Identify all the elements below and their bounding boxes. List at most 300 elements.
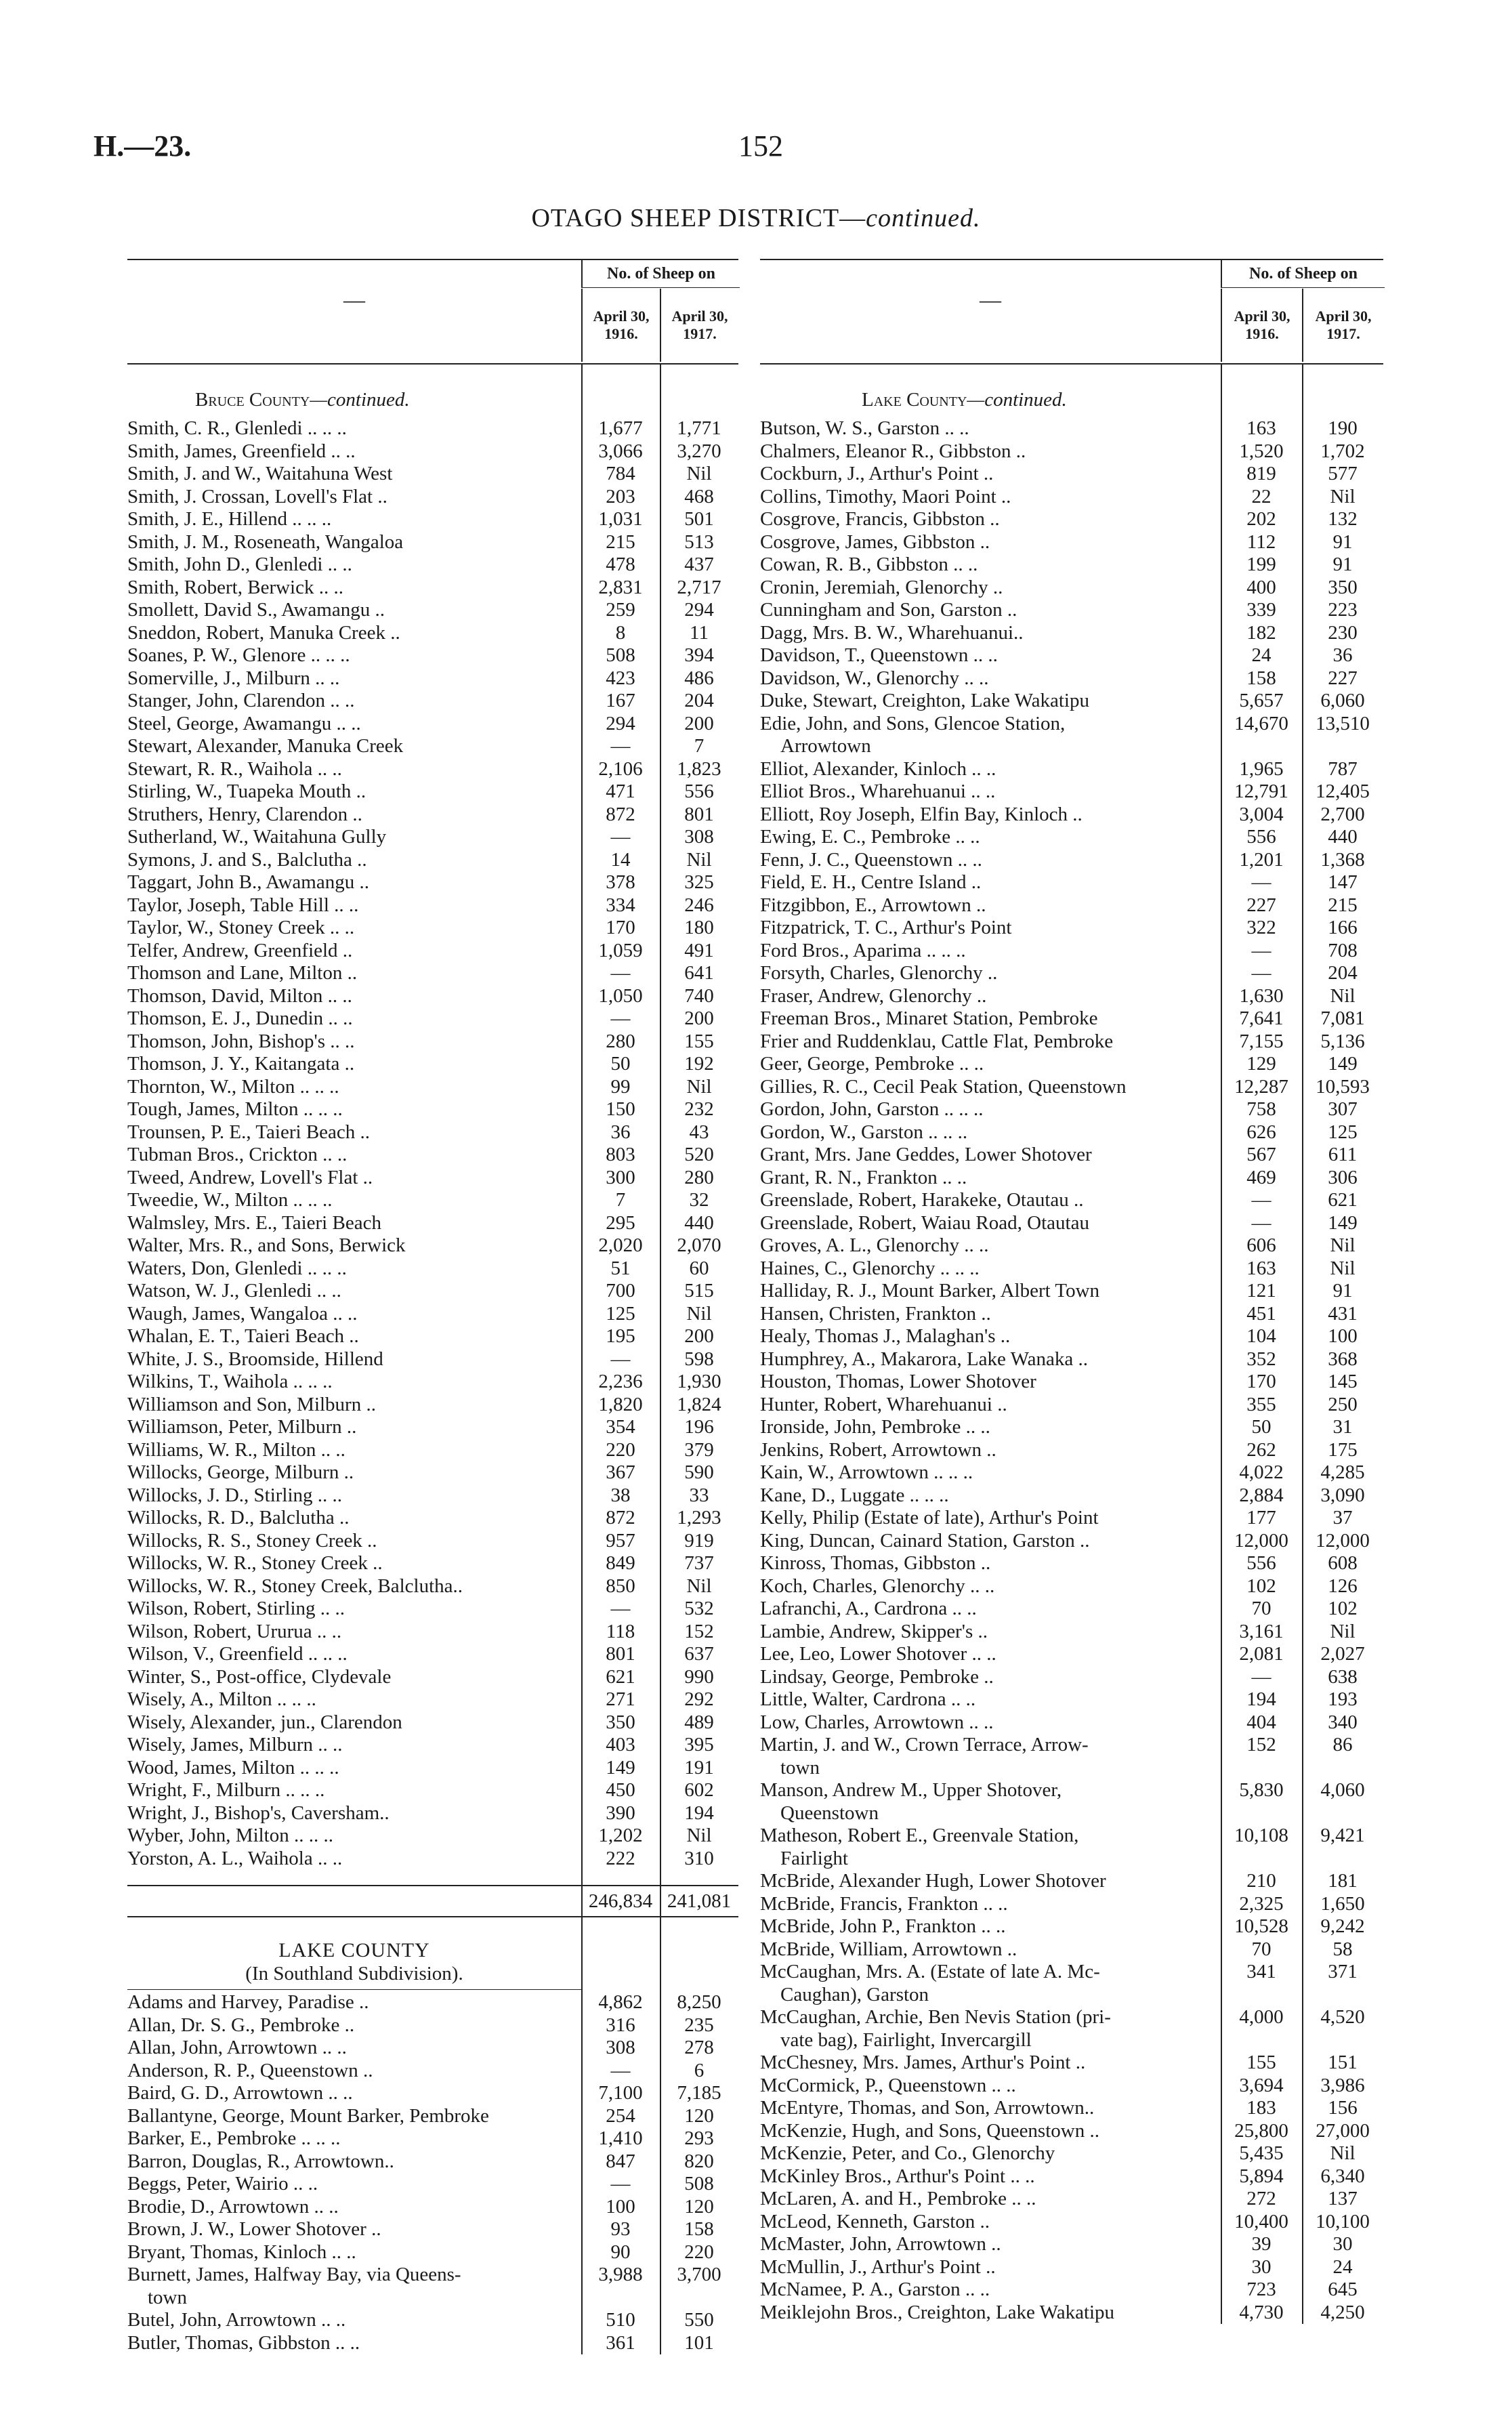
owner-name: McKenzie, Hugh, and Sons, Queenstown ..	[760, 2119, 1099, 2142]
sheep-1916: 621	[606, 1665, 635, 1688]
sheep-1917: 3,090	[1320, 1484, 1365, 1506]
owner-name: Forsyth, Charles, Glenorchy ..	[760, 962, 998, 984]
owner-name: Steel, George, Awamangu .. ..	[127, 712, 361, 734]
sheep-count-header: No. of Sheep on	[581, 260, 740, 288]
sheep-1917: 58	[1332, 1938, 1353, 1960]
sheep-1916: 1,031	[598, 508, 643, 530]
owner-name: Williamson and Son, Milburn ..	[127, 1393, 376, 1415]
table-row	[760, 2188, 1383, 2211]
table-row	[127, 1643, 738, 1666]
table-row	[760, 1870, 1383, 1893]
table-row	[127, 1303, 738, 1326]
table-row	[760, 1121, 1383, 1144]
sheep-1916: 2,106	[598, 757, 643, 780]
owner-name: Koch, Charles, Glenorchy .. ..	[760, 1575, 995, 1597]
sheep-1917: 223	[1328, 599, 1358, 621]
sheep-1916: 4,730	[1239, 2301, 1284, 2323]
table-row	[760, 962, 1383, 985]
sheep-1916: 367	[606, 1461, 635, 1483]
owner-name: McCormick, P., Queenstown .. ..	[760, 2074, 1016, 2096]
table-row	[127, 917, 738, 940]
owner-name: Lindsay, George, Pembroke ..	[760, 1665, 994, 1688]
table-row	[760, 713, 1383, 758]
sheep-1917: 166	[1328, 917, 1358, 938]
sheep-1916: 163	[1246, 417, 1276, 439]
sheep-1917: 30	[1332, 2233, 1353, 2255]
sheep-1916: 355	[1246, 1393, 1276, 1415]
table-row	[127, 2332, 738, 2355]
owner-name: Collins, Timothy, Maori Point ..	[760, 485, 1011, 507]
sheep-1916: —	[610, 1348, 631, 1370]
sheep-1917: 86	[1332, 1734, 1353, 1755]
april-1916-header: April 30, 1916.	[581, 289, 660, 362]
sheep-1916: 469	[1246, 1166, 1276, 1188]
sheep-1917: 787	[1328, 757, 1358, 780]
sheep-1916: 167	[606, 690, 635, 711]
sheep-1917: 120	[684, 2104, 714, 2127]
sheep-1917: 227	[1328, 667, 1358, 689]
sheep-1916: 170	[1246, 1371, 1276, 1392]
sheep-1917: 1,702	[1320, 440, 1365, 462]
table-row	[760, 1688, 1383, 1711]
owner-name: Beggs, Peter, Wairio .. ..	[127, 2173, 318, 2195]
sheep-1917: 292	[684, 1688, 714, 1710]
sheep-1917: 204	[684, 690, 714, 711]
owner-name: McBride, Francis, Frankton .. ..	[760, 1892, 1008, 1915]
table-row	[760, 2165, 1383, 2188]
sheep-1916: 403	[606, 1734, 635, 1755]
table-row	[760, 2097, 1383, 2120]
sheep-1916: 10,108	[1234, 1825, 1288, 1846]
table-row	[127, 1779, 738, 1802]
sheep-1917: 308	[684, 826, 714, 848]
sheep-1917: 641	[684, 962, 714, 984]
owner-name: Cosgrove, Francis, Gibbston ..	[760, 508, 1000, 530]
sheep-1917: 125	[1328, 1121, 1358, 1143]
table-row	[127, 1530, 738, 1553]
sheep-1917: 2,027	[1320, 1643, 1365, 1665]
sheep-1916: 210	[1246, 1870, 1276, 1892]
table-row	[127, 1212, 738, 1235]
sheep-1916: 12,287	[1234, 1075, 1288, 1098]
table-row	[760, 2006, 1383, 2052]
table-row	[127, 2241, 738, 2264]
owner-name: Matheson, Robert E., Greenvale Station, Fairlight	[760, 1825, 1079, 1869]
sheep-1916: 5,830	[1239, 1779, 1284, 1801]
sheep-1917: 101	[684, 2331, 714, 2354]
sheep-1917: 491	[684, 939, 714, 961]
sheep-1916: 1,059	[598, 939, 643, 961]
sheep-1917: 7	[694, 735, 705, 757]
sheep-1917: 152	[684, 1620, 714, 1642]
owner-name: McKenzie, Peter, and Co., Glenorchy	[760, 2142, 1055, 2164]
table-row	[127, 2218, 738, 2241]
sheep-1916: 4,022	[1239, 1461, 1284, 1483]
sheep-1916: 295	[606, 1211, 635, 1234]
owner-name: Davidson, W., Glenorchy .. ..	[760, 667, 989, 689]
sheep-1917: 532	[684, 1598, 714, 1619]
sheep-1916: —	[610, 962, 631, 984]
owner-name: Butler, Thomas, Gibbston .. ..	[127, 2331, 360, 2354]
owner-name: Ballantyne, George, Mount Barker, Pembroke	[127, 2104, 489, 2127]
sheep-1917: 1,368	[1320, 848, 1365, 871]
owner-name: Freeman Bros., Minaret Station, Pembroke	[760, 1007, 1098, 1029]
sheep-1917: Nil	[686, 1575, 712, 1597]
sheep-1917: 1,293	[677, 1507, 721, 1529]
sheep-1917: 486	[684, 667, 714, 689]
owner-name: Duke, Stewart, Creighton, Lake Wakatipu	[760, 690, 1089, 711]
table-row	[760, 622, 1383, 645]
owner-name: McMaster, John, Arrowtown ..	[760, 2233, 1001, 2255]
sheep-1916: 100	[606, 2195, 635, 2218]
owner-name: McCaughan, Archie, Ben Nevis Station (pri- vate bag), Fairlight, Invercargill	[760, 2006, 1111, 2051]
sheep-1917: 32	[689, 1189, 709, 1211]
sheep-1917: 395	[684, 1734, 714, 1755]
right-table-head	[760, 259, 1383, 365]
april-1916-header: April 30, 1916.	[1221, 289, 1302, 362]
table-row	[760, 2302, 1383, 2325]
table-row	[760, 1416, 1383, 1439]
owner-name: Grant, Mrs. Jane Geddes, Lower Shotover	[760, 1144, 1092, 1165]
table-row	[760, 1234, 1383, 1257]
title-continued: continued.	[866, 204, 981, 232]
table-row	[127, 781, 738, 804]
owner-name: Thomson, David, Milton .. ..	[127, 984, 352, 1007]
owner-name: Wisely, Alexander, jun., Clarendon	[127, 1711, 402, 1733]
sheep-1916: 5,435	[1239, 2142, 1284, 2164]
owner-name: Wright, J., Bishop's, Caversham..	[127, 1802, 390, 1824]
sheep-1916: —	[1251, 1665, 1272, 1688]
owner-name: Wilson, Robert, Ururua .. ..	[127, 1620, 342, 1642]
owner-name: Whalan, E. T., Taieri Beach ..	[127, 1325, 359, 1347]
sheep-1916: 316	[606, 2014, 635, 2036]
sheep-1917: 9,421	[1320, 1825, 1365, 1846]
sheep-1916: 308	[606, 2037, 635, 2058]
sheep-1917: 132	[1328, 508, 1358, 530]
owner-name: Fitzgibbon, E., Arrowtown ..	[760, 894, 986, 916]
sheep-1917: 508	[684, 2173, 714, 2195]
sheep-1917: 180	[684, 917, 714, 938]
sheep-1917: 181	[1328, 1870, 1358, 1892]
owner-name: Willocks, R. D., Balclutha ..	[127, 1507, 350, 1529]
owner-name: Smith, John D., Glenledi .. ..	[127, 554, 352, 575]
table-row	[127, 1053, 738, 1076]
sheep-1916: 7	[615, 1189, 626, 1211]
owner-name: Soanes, P. W., Glenore .. .. ..	[127, 644, 350, 666]
sheep-1917: 33	[689, 1484, 709, 1506]
owner-name: Cowan, R. B., Gibbston .. ..	[760, 554, 978, 575]
sheep-1917: 215	[1328, 894, 1358, 916]
sheep-1917: 1,650	[1320, 1892, 1365, 1915]
table-row	[760, 985, 1383, 1008]
sheep-1916: 227	[1246, 894, 1276, 916]
table-row	[760, 1779, 1383, 1825]
owner-name: Tweed, Andrew, Lovell's Flat ..	[127, 1166, 373, 1188]
sheep-1916: —	[1251, 939, 1272, 961]
sheep-1916: 70	[1251, 1938, 1272, 1960]
owner-name: White, J. S., Broomside, Hillend	[127, 1348, 383, 1370]
sheep-1916: 7,641	[1239, 1007, 1284, 1029]
owner-name: Smith, Robert, Berwick .. ..	[127, 576, 343, 598]
sheep-1917: Nil	[686, 1825, 712, 1846]
table-row	[127, 2082, 738, 2105]
owner-name: Manson, Andrew M., Upper Shotover, Queenstown	[760, 1779, 1062, 1824]
table-row	[127, 1991, 738, 2014]
table-row	[760, 2142, 1383, 2165]
sheep-1916: 215	[606, 531, 635, 553]
sheep-1917: 598	[684, 1348, 714, 1370]
owner-name: Walter, Mrs. R., and Sons, Berwick	[127, 1234, 406, 1256]
sheep-1917: 192	[684, 1053, 714, 1075]
owner-name: Greenslade, Robert, Waiau Road, Otautau	[760, 1211, 1089, 1234]
table-row	[127, 1189, 738, 1212]
owner-name: Winter, S., Post-office, Clydevale	[127, 1665, 392, 1688]
total-row	[127, 1885, 738, 1917]
owner-name: Walmsley, Mrs. E., Taieri Beach	[127, 1211, 381, 1234]
table-row	[760, 1915, 1383, 1938]
sheep-1917: 250	[1328, 1393, 1358, 1415]
table-row	[127, 599, 738, 622]
owner-name: Willocks, W. R., Stoney Creek, Balclutha..	[127, 1575, 463, 1597]
title-text: OTAGO SHEEP DISTRICT—	[531, 204, 866, 232]
owner-name: King, Duncan, Cainard Station, Garston ..	[760, 1529, 1090, 1552]
owner-name: Elliott, Roy Joseph, Elfin Bay, Kinloch ..	[760, 803, 1083, 825]
table-row	[127, 2014, 738, 2037]
owner-name: Kelly, Philip (Estate of late), Arthur's Point	[760, 1507, 1099, 1529]
sheep-1916: 199	[1246, 554, 1276, 575]
table-row	[760, 1643, 1383, 1666]
table-row	[127, 1598, 738, 1621]
owner-name: Hansen, Christen, Frankton ..	[760, 1302, 991, 1325]
table-row	[127, 940, 738, 963]
sheep-1916: 25,800	[1234, 2119, 1288, 2142]
sheep-1916: 163	[1246, 1257, 1276, 1279]
sheep-1917: 137	[1328, 2188, 1358, 2209]
owner-name: Frier and Ruddenklau, Cattle Flat, Pembroke	[760, 1030, 1114, 1052]
table-row	[127, 690, 738, 713]
sheep-1916: 1,677	[598, 417, 643, 439]
owner-name: Yorston, A. L., Waihola .. ..	[127, 1847, 343, 1869]
total-1916: 246,834	[588, 1890, 653, 1912]
owner-name: Trounsen, P. E., Taieri Beach ..	[127, 1121, 371, 1143]
sheep-1916: 150	[606, 1098, 635, 1120]
table-row	[127, 1007, 738, 1031]
owner-name: Dagg, Mrs. B. W., Wharehuanui..	[760, 621, 1024, 644]
sheep-1916: 14,670	[1234, 712, 1288, 734]
table-row	[760, 1575, 1383, 1598]
sheep-1917: 235	[684, 2014, 714, 2036]
owner-name: Fraser, Andrew, Glenorchy ..	[760, 984, 987, 1007]
owner-name: Groves, A. L., Glenorchy .. ..	[760, 1234, 989, 1256]
table-row	[127, 1552, 738, 1575]
sheep-1917: 513	[684, 531, 714, 553]
sheep-1916: 125	[606, 1302, 635, 1325]
sheep-1917: 737	[684, 1552, 714, 1574]
sheep-1916: 195	[606, 1325, 635, 1347]
table-row	[127, 871, 738, 894]
owner-name: Ironside, John, Pembroke .. ..	[760, 1416, 990, 1438]
sheep-1916: 2,831	[598, 576, 643, 598]
sheep-1917: 371	[1328, 1961, 1358, 1982]
sheep-1917: 100	[1328, 1325, 1358, 1347]
table-row	[127, 1711, 738, 1734]
table-row	[127, 1439, 738, 1462]
sheep-1917: 520	[684, 1144, 714, 1165]
sheep-1917: 200	[684, 1007, 714, 1029]
owner-name: McBride, Alexander Hugh, Lower Shotover	[760, 1870, 1106, 1892]
table-row	[760, 1167, 1383, 1190]
sheep-1916: 280	[606, 1030, 635, 1052]
divider	[127, 1989, 581, 1990]
sheep-1916: 352	[1246, 1348, 1276, 1370]
sheep-1916: —	[1251, 871, 1272, 893]
owner-name: Kain, W., Arrowtown .. .. ..	[760, 1461, 973, 1483]
sheep-1916: 361	[606, 2331, 635, 2354]
table-row	[760, 1711, 1383, 1734]
sheep-1917: Nil	[686, 1075, 712, 1098]
sheep-1917: 230	[1328, 621, 1358, 644]
owner-name: Low, Charles, Arrowtown .. ..	[760, 1711, 994, 1733]
owner-name: Barron, Douglas, R., Arrowtown..	[127, 2150, 394, 2172]
sheep-1916: 2,325	[1239, 1892, 1284, 1915]
owner-name: Thomson, John, Bishop's .. ..	[127, 1030, 355, 1052]
owner-name: Telfer, Andrew, Greenfield ..	[127, 939, 353, 961]
sheep-1916: 194	[1246, 1688, 1276, 1710]
table-row	[760, 940, 1383, 963]
sheep-1916: —	[610, 826, 631, 848]
table-row	[127, 2037, 738, 2060]
owner-name: Davidson, T., Queenstown .. ..	[760, 644, 998, 666]
owner-name: Haines, C., Glenorchy .. .. ..	[760, 1257, 980, 1279]
owner-name: Thomson, E. J., Dunedin .. ..	[127, 1007, 353, 1029]
owner-name: Halliday, R. J., Mount Barker, Albert Town	[760, 1280, 1100, 1302]
table-row	[760, 2211, 1383, 2234]
sheep-1917: 368	[1328, 1348, 1358, 1370]
sheep-1917: 6	[694, 2059, 705, 2081]
owner-name: Hunter, Robert, Wharehuanui ..	[760, 1393, 1007, 1415]
sheep-1916: 3,066	[598, 440, 643, 462]
table-row	[127, 2264, 738, 2309]
sheep-1916: 626	[1246, 1121, 1276, 1143]
table-row	[127, 2105, 738, 2128]
owner-name: Field, E. H., Centre Island ..	[760, 871, 982, 893]
owner-name: Willocks, R. S., Stoney Creek ..	[127, 1529, 377, 1552]
sheep-1917: Nil	[1330, 1234, 1356, 1256]
owner-name: Elliot, Alexander, Kinloch .. ..	[760, 757, 996, 780]
sheep-1916: 341	[1246, 1961, 1276, 1982]
sheep-1917: 102	[1328, 1598, 1358, 1619]
owner-name: Cunningham and Son, Garston ..	[760, 599, 1017, 621]
table-row	[127, 1507, 738, 1530]
owner-name: Baird, G. D., Arrowtown .. ..	[127, 2082, 353, 2104]
owner-name: Watson, W. J., Glenledi .. ..	[127, 1280, 341, 1302]
table-row	[760, 1280, 1383, 1303]
owner-name: McBride, John P., Frankton .. ..	[760, 1915, 1006, 1937]
owner-name: Gordon, W., Garston .. .. ..	[760, 1121, 968, 1143]
table-row	[760, 849, 1383, 872]
sheep-1916: 182	[1246, 621, 1276, 644]
sheep-1916: —	[610, 2059, 631, 2081]
sheep-1917: 4,060	[1320, 1779, 1365, 1801]
table-row	[760, 1530, 1383, 1553]
sheep-1916: 51	[610, 1257, 631, 1279]
owner-name: Smith, J. and W., Waitahuna West	[127, 463, 393, 484]
owner-name: Willocks, J. D., Stirling .. ..	[127, 1484, 343, 1506]
sheep-1917: 468	[684, 485, 714, 507]
sheep-1917: Nil	[1330, 2142, 1356, 2164]
table-row	[760, 1439, 1383, 1462]
sheep-1917: 4,520	[1320, 2006, 1365, 2028]
table-row	[760, 826, 1383, 849]
table-row	[760, 894, 1383, 917]
sheep-1917: 5,136	[1320, 1030, 1365, 1052]
table-row	[760, 1552, 1383, 1575]
table-row	[127, 1234, 738, 1257]
left-table-body	[127, 365, 738, 2354]
page-ref: H.—23.	[93, 129, 192, 163]
owner-name: Waters, Don, Glenledi .. .. ..	[127, 1257, 347, 1279]
table-row	[127, 1121, 738, 1144]
owner-name: Tough, James, Milton .. .. ..	[127, 1098, 343, 1120]
owner-name: Ford Bros., Aparima .. .. ..	[760, 939, 966, 961]
sheep-1916: 450	[606, 1779, 635, 1801]
table-row	[760, 599, 1383, 622]
owner-name: McCaughan, Mrs. A. (Estate of late A. Mc- Caughan), Garston	[760, 1961, 1100, 2005]
table-row	[760, 1893, 1383, 1916]
sheep-1917: 91	[1332, 554, 1353, 575]
sheep-1917: 3,270	[677, 440, 721, 462]
sheep-1916: 10,400	[1234, 2210, 1288, 2232]
sheep-1916: 90	[610, 2241, 631, 2263]
sheep-1917: 7,081	[1320, 1007, 1365, 1029]
table-row	[127, 2150, 738, 2174]
table-row	[127, 1394, 738, 1417]
sheep-1916: 378	[606, 871, 635, 893]
sheep-1916: 2,884	[1239, 1484, 1284, 1506]
sheep-1916: 847	[606, 2150, 635, 2172]
table-row	[760, 1076, 1383, 1099]
owner-name: Kinross, Thomas, Gibbston ..	[760, 1552, 991, 1574]
owner-name: Bryant, Thomas, Kinloch .. ..	[127, 2241, 356, 2263]
owner-name: Fitzpatrick, T. C., Arthur's Point	[760, 917, 1012, 938]
sheep-1916: 803	[606, 1144, 635, 1165]
table-row	[127, 622, 738, 645]
owner-name: Wilson, V., Greenfield .. .. ..	[127, 1643, 348, 1665]
table-row	[760, 531, 1383, 554]
table-row	[127, 894, 738, 917]
sheep-1917: 191	[684, 1756, 714, 1779]
table-row	[127, 826, 738, 849]
sheep-1917: 590	[684, 1461, 714, 1483]
sheep-1917: 431	[1328, 1302, 1358, 1325]
table-row	[760, 1007, 1383, 1031]
owner-name: Grant, R. N., Frankton .. ..	[760, 1166, 967, 1188]
table-row	[760, 1621, 1383, 1644]
sheep-1916: 451	[1246, 1302, 1276, 1325]
table-row	[760, 690, 1383, 713]
table-row	[127, 1257, 738, 1281]
table-row	[760, 1507, 1383, 1530]
table-row	[760, 804, 1383, 827]
table-row	[760, 463, 1383, 486]
table-row	[127, 1098, 738, 1121]
sheep-1916: 1,201	[1239, 848, 1284, 871]
sheep-1916: 300	[606, 1166, 635, 1188]
sheep-1917: 501	[684, 508, 714, 530]
owner-name: Tubman Bros., Crickton .. ..	[127, 1144, 348, 1165]
sheep-1916: 50	[610, 1053, 631, 1075]
owner-name: Wood, James, Milton .. .. ..	[127, 1756, 339, 1779]
